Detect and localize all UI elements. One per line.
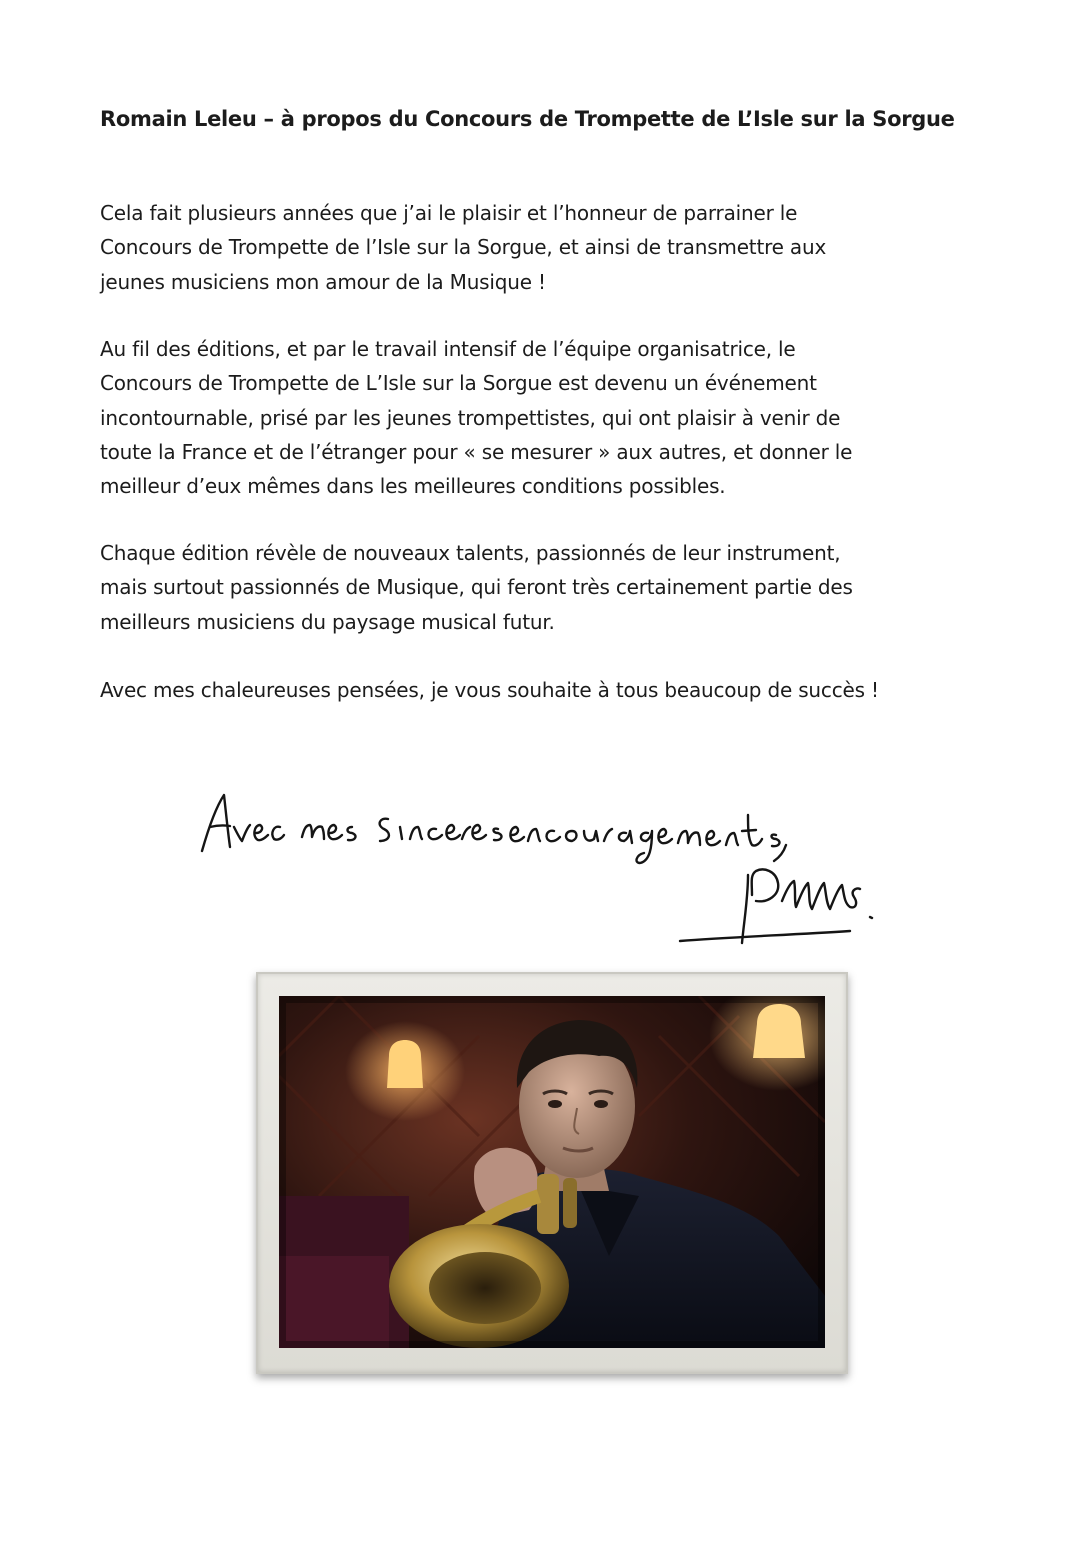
paragraph-talents (100, 536, 1040, 639)
paragraph-line: mais surtout passionnés de Musique, qui feront très certainement partie des (100, 575, 853, 600)
paragraph-line: Chaque édition révèle de nouveaux talents, passionnés de leur instrument, (100, 541, 841, 565)
paragraph-closing (100, 673, 1040, 707)
paragraph-line: meilleurs musiciens du paysage musical futur. (100, 609, 555, 634)
paragraph-line: Au fil des éditions, et par le travail intensif de l’équipe organisatrice, le (100, 337, 796, 361)
paragraph-line: Concours de Trompette de l’Isle sur la Sorgue, et ainsi de transmettre aux (100, 235, 827, 260)
paragraph-line: jeunes musiciens mon amour de la Musique ! (100, 269, 546, 294)
page-title: Romain Leleu – à propos du Concours de Trompette de L’Isle sur la Sorgue (100, 107, 955, 131)
paragraph-line: incontournable, prisé par les jeunes trompettistes, qui ont plaisir à venir de (100, 405, 841, 430)
signature-drawing (190, 775, 920, 955)
paragraph-sponsorship (100, 196, 1040, 299)
paragraph-line: Avec mes chaleureuses pensées, je vous souhaite à tous beaucoup de succès ! (100, 678, 879, 702)
paragraph-line: Concours de Trompette de L’Isle sur la Sorgue est devenu un événement (100, 371, 817, 396)
paragraph-line: Cela fait plusieurs années que j’ai le plaisir et l’honneur de parrainer le (100, 201, 798, 225)
paragraph-line: meilleur d’eux mêmes dans les meilleures conditions possibles. (100, 474, 726, 499)
paragraph-line: toute la France et de l’étranger pour « se mesurer » aux autres, et donner le (100, 439, 853, 464)
portrait-drawing (279, 996, 825, 1348)
trumpeter-portrait (279, 996, 825, 1348)
paragraph-editions (100, 332, 1040, 503)
handwritten-signature (190, 775, 920, 955)
photo-frame (256, 972, 848, 1374)
